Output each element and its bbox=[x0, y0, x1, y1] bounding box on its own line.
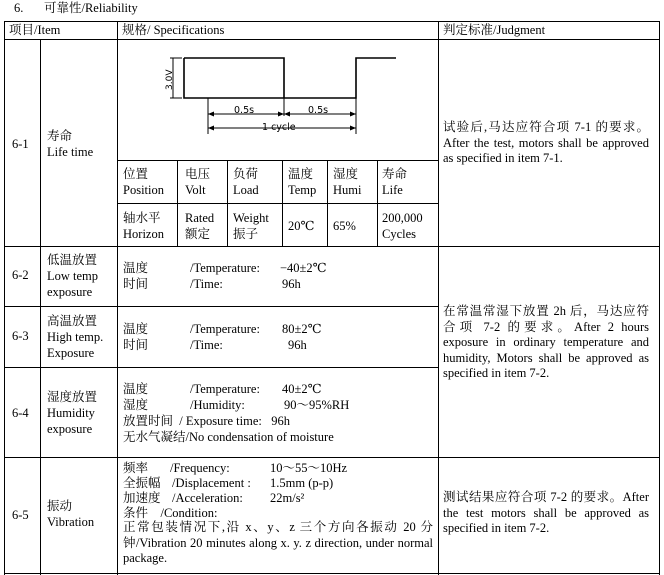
row5-num: 6-5 bbox=[12, 508, 29, 522]
waveform-half1: 0.5s bbox=[234, 105, 255, 116]
row3-l1-en: /Temperature: bbox=[190, 322, 260, 336]
row3-l1-cn: 温度 bbox=[123, 322, 149, 336]
col-load-cn: 负荷 bbox=[233, 167, 259, 181]
row3-l2-en: /Time: bbox=[190, 338, 223, 352]
col-temp-v1: 20℃ bbox=[288, 219, 315, 233]
row2-l1-en: /Temperature: bbox=[190, 261, 260, 275]
row5-l2-v: 1.5mm (p-p) bbox=[270, 476, 334, 490]
row2-l2-cn: 时间 bbox=[123, 277, 149, 291]
row4-l2-v: 90～95%RH bbox=[284, 398, 350, 412]
col-position-v2: Horizon bbox=[123, 227, 164, 241]
row4-l1-cn: 温度 bbox=[123, 382, 149, 396]
waveform-voltage: 3.0V bbox=[165, 69, 175, 90]
col-life-en: Life bbox=[382, 183, 403, 197]
row4-name2: Humidity bbox=[47, 406, 95, 420]
col-position-v1: 轴水平 bbox=[123, 211, 161, 225]
col-load-v1: Weight bbox=[233, 211, 269, 225]
col-load-v2: 振子 bbox=[233, 227, 259, 241]
row3-num: 6-3 bbox=[12, 329, 29, 343]
judgment-234: 在常温常湿下放置 2h 后，马达应符合项 7-2 的要求。After 2 hours exposure in ordinary temperature and humidity, Motors shall be approved as specified in item 7-2. bbox=[443, 304, 649, 380]
row5-l2-cn: 全振幅 bbox=[123, 476, 161, 490]
row1-judgment: 试验后,马达应符合项 7-1 的要求。After the test, motors shall be approved as specified in item 7-1. bbox=[443, 120, 649, 165]
row4-l3: 放置时间 / Exposure time: 96h bbox=[123, 414, 290, 428]
row2-l1-v: −40±2℃ bbox=[280, 261, 327, 275]
row5-l1-cn: 频率 bbox=[123, 461, 149, 475]
header-spec: 规格/ Specifications bbox=[122, 23, 225, 37]
col-life-cn: 寿命 bbox=[382, 167, 408, 181]
row5-l3-cn: 加速度 bbox=[123, 491, 161, 505]
section-title: 可靠性/Reliability bbox=[44, 1, 138, 15]
row5-name2: Vibration bbox=[47, 515, 95, 529]
row5-l4: 条件 /Condition: bbox=[123, 506, 218, 520]
row4-num: 6-4 bbox=[12, 406, 29, 420]
row3-l1-v: 80±2℃ bbox=[282, 322, 322, 336]
row2-name3: exposure bbox=[47, 285, 93, 299]
row2-l1-cn: 温度 bbox=[123, 261, 149, 275]
header-item: 项目/Item bbox=[9, 23, 61, 37]
col-life-v2: Cycles bbox=[382, 227, 417, 241]
waveform-half2: 0.5s bbox=[308, 105, 329, 116]
row2-l2-v: 96h bbox=[282, 277, 301, 291]
row5-name1: 振动 bbox=[47, 499, 73, 513]
col-humi-cn: 湿度 bbox=[333, 167, 359, 181]
row5-l3-v: 22m/s² bbox=[270, 491, 305, 505]
row1-name-en: Life time bbox=[47, 145, 94, 159]
col-position-cn: 位置 bbox=[123, 167, 149, 181]
row4-l1-v: 40±2℃ bbox=[282, 382, 322, 396]
row2-l2-en: /Time: bbox=[190, 277, 223, 291]
col-volt-v2: 额定 bbox=[185, 227, 211, 241]
row3-l2-v: 96h bbox=[288, 338, 307, 352]
waveform-cycle: 1 cycle bbox=[262, 122, 296, 133]
row5-l1-v: 10～55～10Hz bbox=[270, 461, 348, 475]
row3-name1: 高温放置 bbox=[47, 314, 98, 328]
col-temp-cn: 温度 bbox=[288, 167, 314, 181]
row5-l3-en: /Acceleration: bbox=[172, 491, 243, 505]
row1-num: 6-1 bbox=[12, 137, 29, 151]
row3-l2-cn: 时间 bbox=[123, 338, 149, 352]
col-life-v1: 200,000 bbox=[382, 211, 423, 225]
row4-name1: 湿度放置 bbox=[47, 390, 98, 404]
row4-l1-en: /Temperature: bbox=[190, 382, 260, 396]
col-position-en: Position bbox=[123, 183, 164, 197]
col-volt-en: Volt bbox=[185, 183, 206, 197]
col-humi-v1: 65% bbox=[333, 219, 356, 233]
col-humi-en: Humi bbox=[333, 183, 362, 197]
row4-l4: 无水气凝结/No condensation of moisture bbox=[123, 430, 334, 444]
section-number: 6. bbox=[14, 1, 24, 15]
row5-judgment: 测试结果应符合项 7-2 的要求。After the test motors shall be approved as specified in item 7-2. bbox=[443, 490, 649, 535]
row2-num: 6-2 bbox=[12, 268, 29, 282]
row4-name3: exposure bbox=[47, 422, 93, 436]
col-load-en: Load bbox=[233, 183, 259, 197]
row4-l2-en: /Humidity: bbox=[190, 398, 245, 412]
row5-l2-en: /Displacement : bbox=[172, 476, 251, 490]
row1-name-cn: 寿命 bbox=[47, 129, 73, 143]
row3-name2: High temp. bbox=[47, 330, 104, 344]
header-judgment: 判定标准/Judgment bbox=[443, 23, 546, 37]
row2-name2: Low temp bbox=[47, 269, 99, 283]
col-temp-en: Temp bbox=[288, 183, 317, 197]
row4-l2-cn: 湿度 bbox=[123, 398, 149, 412]
row5-l5: 正常包装情况下,沿 x、y、z 三个方向各振动 20 分钟/Vibration 20 minutes along x. y. z direction, under normal package. bbox=[123, 520, 433, 565]
row2-name1: 低温放置 bbox=[47, 253, 98, 267]
col-volt-cn: 电压 bbox=[185, 167, 211, 181]
row5-l1-en: /Frequency: bbox=[170, 461, 230, 475]
col-volt-v1: Rated bbox=[185, 211, 215, 225]
row3-name3: Exposure bbox=[47, 346, 95, 360]
